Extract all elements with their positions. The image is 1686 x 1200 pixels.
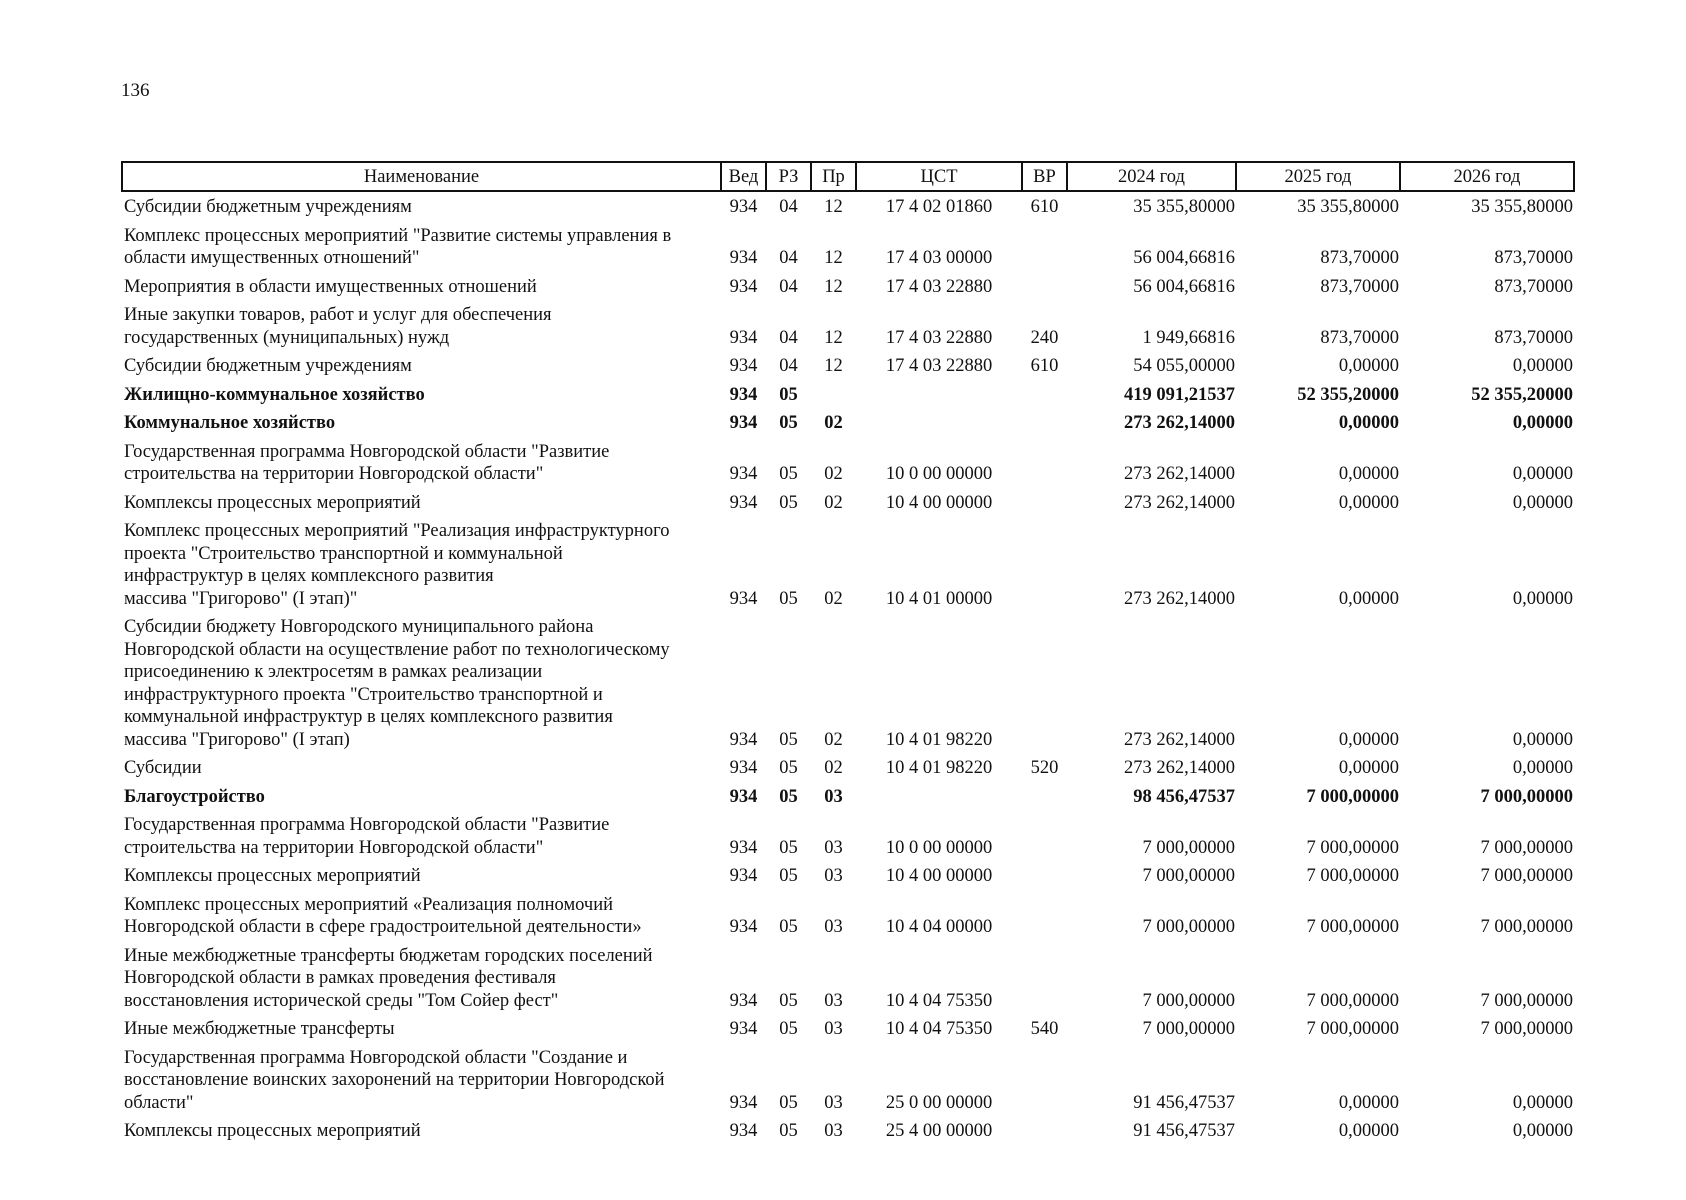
cell-vr [1022, 943, 1067, 1017]
cell-rz: 05 [779, 786, 798, 807]
header-2024: 2024 год [1067, 162, 1236, 191]
cell-cst [856, 382, 1022, 411]
cell-2025: 7 000,00000 [1306, 990, 1399, 1011]
table-row [122, 191, 1574, 223]
cell-ved: 934 [729, 786, 758, 807]
cell-name-line: коммунальной инфраструктур в целях комплексного развития [124, 707, 613, 727]
cell-pr: 03 [824, 1121, 843, 1141]
cell-pr: 12 [824, 248, 843, 268]
cell-cst: 10 4 00 00000 [885, 492, 993, 513]
cell-2025: 0,00000 [1338, 1092, 1399, 1113]
cell-ved: 934 [729, 990, 758, 1011]
cell-name-line: Благоустройство [124, 786, 265, 807]
cell-rz: 05 [779, 1092, 798, 1113]
cell-ved: 934 [729, 327, 758, 348]
cell-rz: 05 [779, 866, 798, 886]
cell-name [122, 490, 721, 519]
cell-ved: 934 [729, 588, 758, 609]
cell-rz: 05 [779, 837, 798, 858]
cell-2024: 7 000,00000 [1142, 866, 1235, 886]
cell-cst: 10 4 00 00000 [885, 866, 993, 886]
cell-ved: 934 [729, 384, 758, 405]
cell-pr: 02 [824, 729, 843, 750]
cell-cst: 17 4 03 22880 [885, 356, 993, 376]
cell-2026: 0,00000 [1512, 492, 1573, 513]
cell-pr: 02 [824, 413, 843, 433]
table-row [122, 614, 1574, 755]
cell-pr: 03 [824, 990, 843, 1011]
cell-2024: 7 000,00000 [1142, 917, 1235, 937]
cell-2024: 273 262,14000 [1124, 464, 1235, 484]
table-row [122, 1045, 1574, 1119]
cell-vr [1022, 410, 1067, 439]
cell-name [122, 410, 721, 439]
cell-cst: 25 4 00 00000 [885, 1121, 993, 1141]
cell-vr [1022, 1118, 1067, 1147]
cell-ved: 934 [729, 464, 758, 484]
cell-2025: 0,00000 [1338, 729, 1399, 750]
cell-name-line: Комплекс процессных мероприятий «Реализация полномочий [124, 894, 614, 915]
cell-2025: 7 000,00000 [1306, 837, 1399, 858]
cell-cst: 10 4 04 75350 [885, 990, 993, 1011]
table-row [122, 353, 1574, 382]
cell-pr: 12 [824, 276, 843, 297]
cell-vr [1022, 1045, 1067, 1119]
header-2026: 2026 год [1400, 162, 1574, 191]
cell-name-line: Жилищно-коммунальное хозяйство [124, 384, 425, 405]
cell-2026: 0,00000 [1512, 413, 1573, 433]
cell-vr [1022, 518, 1067, 614]
cell-rz: 05 [779, 758, 798, 778]
cell-2024: 7 000,00000 [1142, 1019, 1235, 1039]
cell-2025: 35 355,80000 [1297, 197, 1399, 217]
cell-vr [1022, 863, 1067, 892]
cell-2025: 0,00000 [1338, 1121, 1399, 1141]
cell-ved: 934 [729, 1019, 758, 1039]
cell-2024: 273 262,14000 [1124, 492, 1235, 513]
cell-name [122, 892, 721, 943]
cell-name-line: массива "Григорово" (I этап)" [124, 588, 358, 609]
cell-name [122, 439, 721, 490]
cell-2024: 91 456,47537 [1133, 1092, 1235, 1113]
cell-vr: 240 [1030, 327, 1059, 348]
cell-name-line: инфраструктур в целях комплексного развития [124, 566, 494, 586]
cell-2026: 873,70000 [1494, 327, 1573, 348]
cell-2024: 419 091,21537 [1124, 384, 1235, 405]
table-row [122, 863, 1574, 892]
table-row [122, 490, 1574, 519]
cell-name [122, 1045, 721, 1119]
cell-2026: 0,00000 [1512, 464, 1573, 484]
cell-name-line: Иные закупки товаров, работ и услуг для обеспечения [124, 305, 552, 325]
cell-name-line: Субсидии бюджету Новгородского муниципального района [124, 617, 594, 637]
cell-name-line: Комплекс процессных мероприятий "Реализация инфраструктурного [124, 521, 670, 541]
cell-name-line: Комплексы процессных мероприятий [124, 866, 421, 886]
header-pr: Пр [811, 162, 856, 191]
cell-name-line: Новгородской области в сфере градостроительной деятельности» [124, 917, 642, 937]
cell-cst: 17 4 02 01860 [885, 197, 993, 217]
cell-rz: 05 [779, 464, 798, 484]
cell-vr [1022, 490, 1067, 519]
table-row [122, 1118, 1574, 1147]
cell-2024: 56 004,66816 [1133, 248, 1235, 268]
cell-2026: 0,00000 [1512, 1121, 1573, 1141]
cell-2025: 0,00000 [1338, 492, 1399, 513]
cell-2026: 35 355,80000 [1471, 197, 1573, 217]
cell-cst: 10 0 00 00000 [885, 464, 993, 484]
cell-cst: 17 4 03 00000 [885, 248, 993, 268]
table-row [122, 892, 1574, 943]
cell-2026: 7 000,00000 [1480, 1019, 1573, 1039]
cell-name [122, 274, 721, 303]
cell-ved: 934 [729, 1092, 758, 1113]
cell-rz: 05 [779, 729, 798, 750]
cell-2026: 0,00000 [1512, 758, 1573, 778]
table-row [122, 784, 1574, 813]
cell-rz: 04 [779, 197, 798, 217]
cell-2026: 873,70000 [1494, 248, 1573, 268]
cell-name-line: Комплексы процессных мероприятий [124, 492, 421, 513]
cell-name-line: Субсидии [124, 758, 202, 778]
cell-2024: 1 949,66816 [1142, 327, 1235, 348]
cell-name [122, 353, 721, 382]
cell-ved: 934 [729, 492, 758, 513]
cell-ved: 934 [729, 729, 758, 750]
cell-pr: 12 [824, 197, 843, 217]
table-row [122, 382, 1574, 411]
cell-2024: 273 262,14000 [1124, 413, 1235, 433]
cell-name-line: области имущественных отношений" [124, 248, 420, 268]
cell-name-line: государственных (муниципальных) нужд [124, 327, 450, 348]
header-name: Наименование [122, 162, 721, 191]
cell-name-line: восстановления исторической среды "Том Сойер фест" [124, 990, 559, 1011]
cell-name-line: Государственная программа Новгородской области "Развитие [124, 441, 610, 462]
header-rz: РЗ [766, 162, 811, 191]
cell-cst: 10 4 01 98220 [885, 758, 993, 778]
table-row [122, 223, 1574, 274]
cell-2024: 7 000,00000 [1142, 837, 1235, 858]
cell-pr: 03 [824, 1019, 843, 1039]
cell-cst: 10 0 00 00000 [885, 837, 993, 858]
cell-vr [1022, 614, 1067, 755]
table-row [122, 1016, 1574, 1045]
cell-cst: 17 4 03 22880 [885, 327, 993, 348]
cell-ved: 934 [729, 356, 758, 376]
cell-name-line: присоединению к электросетям в рамках реализации [124, 662, 543, 682]
cell-2026: 7 000,00000 [1480, 866, 1573, 886]
cell-vr: 520 [1030, 758, 1059, 778]
cell-cst: 10 4 01 00000 [885, 588, 993, 609]
table-row [122, 518, 1574, 614]
cell-name-line: Иные межбюджетные трансферты [124, 1019, 395, 1039]
cell-rz: 05 [779, 1019, 798, 1039]
cell-name [122, 1016, 721, 1045]
cell-rz: 04 [779, 327, 798, 348]
cell-name [122, 382, 721, 411]
cell-pr: 12 [824, 356, 843, 376]
cell-2026: 0,00000 [1512, 1092, 1573, 1113]
cell-2025: 0,00000 [1338, 413, 1399, 433]
cell-ved: 934 [729, 1121, 758, 1141]
cell-cst: 10 4 01 98220 [885, 729, 993, 750]
cell-vr [1022, 892, 1067, 943]
cell-2026: 0,00000 [1512, 356, 1573, 376]
cell-name [122, 755, 721, 784]
cell-name-line: массива "Григорово" (I этап) [124, 729, 350, 750]
cell-cst: 17 4 03 22880 [885, 276, 993, 297]
cell-name-line: Государственная программа Новгородской области "Создание и [124, 1047, 628, 1068]
cell-cst: 25 0 00 00000 [885, 1092, 993, 1113]
cell-vr: 540 [1030, 1019, 1059, 1039]
header-vr: ВР [1022, 162, 1067, 191]
table-body [122, 191, 1574, 1147]
cell-2024: 273 262,14000 [1124, 588, 1235, 609]
cell-vr: 610 [1030, 197, 1059, 217]
cell-ved: 934 [729, 276, 758, 297]
cell-2024: 56 004,66816 [1133, 276, 1235, 297]
cell-2025: 0,00000 [1338, 758, 1399, 778]
cell-2025: 7 000,00000 [1306, 917, 1399, 937]
cell-ved: 934 [729, 758, 758, 778]
cell-vr [1022, 223, 1067, 274]
cell-2026: 52 355,20000 [1471, 384, 1573, 405]
cell-cst [856, 784, 1022, 813]
header-2025: 2025 год [1236, 162, 1400, 191]
cell-2025: 873,70000 [1320, 327, 1399, 348]
table-header [122, 162, 1574, 191]
cell-2024: 7 000,00000 [1142, 990, 1235, 1011]
cell-cst [856, 410, 1022, 439]
cell-pr: 12 [824, 327, 843, 348]
cell-pr: 02 [824, 464, 843, 484]
cell-2026: 0,00000 [1512, 729, 1573, 750]
header-cst: ЦСТ [856, 162, 1022, 191]
cell-name-line: Комплексы процессных мероприятий [124, 1121, 421, 1141]
cell-2024: 273 262,14000 [1124, 729, 1235, 750]
table-row [122, 410, 1574, 439]
cell-2026: 0,00000 [1512, 588, 1573, 609]
cell-rz: 05 [779, 384, 798, 405]
cell-name-line: Мероприятия в области имущественных отношений [124, 276, 537, 297]
cell-cst: 10 4 04 75350 [885, 1019, 993, 1039]
budget-table [121, 161, 1575, 1147]
cell-rz: 05 [779, 1121, 798, 1141]
cell-name-line: восстановление воинских захоронений на территории Новгородской [124, 1070, 665, 1090]
cell-vr: 610 [1030, 356, 1059, 376]
cell-name-line: строительства на территории Новгородской области" [124, 464, 544, 484]
cell-2026: 873,70000 [1494, 276, 1573, 297]
cell-name [122, 784, 721, 813]
cell-2024: 35 355,80000 [1133, 197, 1235, 217]
cell-vr [1022, 439, 1067, 490]
cell-ved: 934 [729, 248, 758, 268]
cell-2025: 0,00000 [1338, 464, 1399, 484]
cell-2025: 0,00000 [1338, 588, 1399, 609]
cell-vr [1022, 382, 1067, 411]
cell-name [122, 863, 721, 892]
cell-name-line: Новгородской области в рамках проведения фестиваля [124, 968, 556, 988]
cell-name [122, 943, 721, 1017]
table-row [122, 302, 1574, 353]
cell-name-line: Государственная программа Новгородской области "Развитие [124, 815, 610, 835]
cell-2025: 52 355,20000 [1297, 384, 1399, 405]
cell-name-line: области" [124, 1092, 194, 1113]
cell-ved: 934 [729, 837, 758, 858]
cell-ved: 934 [729, 866, 758, 886]
cell-2026: 7 000,00000 [1480, 837, 1573, 858]
cell-ved: 934 [729, 413, 758, 433]
cell-rz: 04 [779, 356, 798, 376]
cell-rz: 05 [779, 492, 798, 513]
table-row [122, 755, 1574, 784]
cell-name-line: Субсидии бюджетным учреждениям [124, 197, 412, 217]
cell-name [122, 812, 721, 863]
cell-vr [1022, 812, 1067, 863]
table-row [122, 439, 1574, 490]
cell-pr: 03 [824, 866, 843, 886]
cell-2025: 7 000,00000 [1306, 1019, 1399, 1039]
cell-ved: 934 [729, 917, 758, 937]
cell-name-line: Иные межбюджетные трансферты бюджетам городских поселений [124, 945, 653, 966]
cell-2026: 7 000,00000 [1480, 990, 1573, 1011]
cell-rz: 05 [779, 990, 798, 1011]
cell-rz: 05 [779, 588, 798, 609]
cell-2025: 0,00000 [1338, 356, 1399, 376]
cell-2024: 54 055,00000 [1133, 356, 1235, 376]
cell-2024: 273 262,14000 [1124, 758, 1235, 778]
cell-pr: 03 [824, 1092, 843, 1113]
header-ved: Вед [721, 162, 766, 191]
cell-2025: 873,70000 [1320, 276, 1399, 297]
cell-pr [811, 382, 856, 411]
cell-2024: 91 456,47537 [1133, 1121, 1235, 1141]
cell-cst: 10 4 04 00000 [885, 917, 993, 937]
cell-name-line: Комплекс процессных мероприятий "Развитие системы управления в [124, 225, 672, 246]
cell-name [122, 518, 721, 614]
cell-vr [1022, 784, 1067, 813]
cell-rz: 05 [779, 413, 798, 433]
cell-2025: 7 000,00000 [1306, 866, 1399, 886]
cell-name [122, 302, 721, 353]
cell-2025: 873,70000 [1320, 248, 1399, 268]
cell-rz: 05 [779, 917, 798, 937]
cell-ved: 934 [729, 197, 758, 217]
cell-2025: 7 000,00000 [1306, 786, 1399, 807]
cell-name-line: инфраструктурного проекта "Строительство транспортной и [124, 684, 603, 705]
cell-name-line: Коммунальное хозяйство [124, 413, 336, 433]
cell-name-line: проекта "Строительство транспортной и коммунальной [124, 543, 563, 564]
cell-2026: 7 000,00000 [1480, 786, 1573, 807]
cell-pr: 03 [824, 837, 843, 858]
cell-2024: 98 456,47537 [1133, 786, 1235, 807]
table-row [122, 943, 1574, 1017]
cell-name [122, 1118, 721, 1147]
cell-name [122, 614, 721, 755]
page-number: 136 [121, 80, 150, 101]
table-row [122, 812, 1574, 863]
cell-2026: 7 000,00000 [1480, 917, 1573, 937]
cell-name-line: Новгородской области на осуществление работ по технологическому [124, 639, 670, 660]
cell-name-line: Субсидии бюджетным учреждениям [124, 356, 412, 376]
cell-pr: 03 [824, 917, 843, 937]
cell-name [122, 191, 721, 223]
cell-vr [1022, 274, 1067, 303]
cell-pr: 03 [824, 786, 843, 807]
cell-rz: 04 [779, 248, 798, 268]
table-row [122, 274, 1574, 303]
cell-name [122, 223, 721, 274]
cell-pr: 02 [824, 492, 843, 513]
cell-name-line: строительства на территории Новгородской области" [124, 837, 544, 858]
cell-pr: 02 [824, 588, 843, 609]
cell-pr: 02 [824, 758, 843, 778]
cell-rz: 04 [779, 276, 798, 297]
